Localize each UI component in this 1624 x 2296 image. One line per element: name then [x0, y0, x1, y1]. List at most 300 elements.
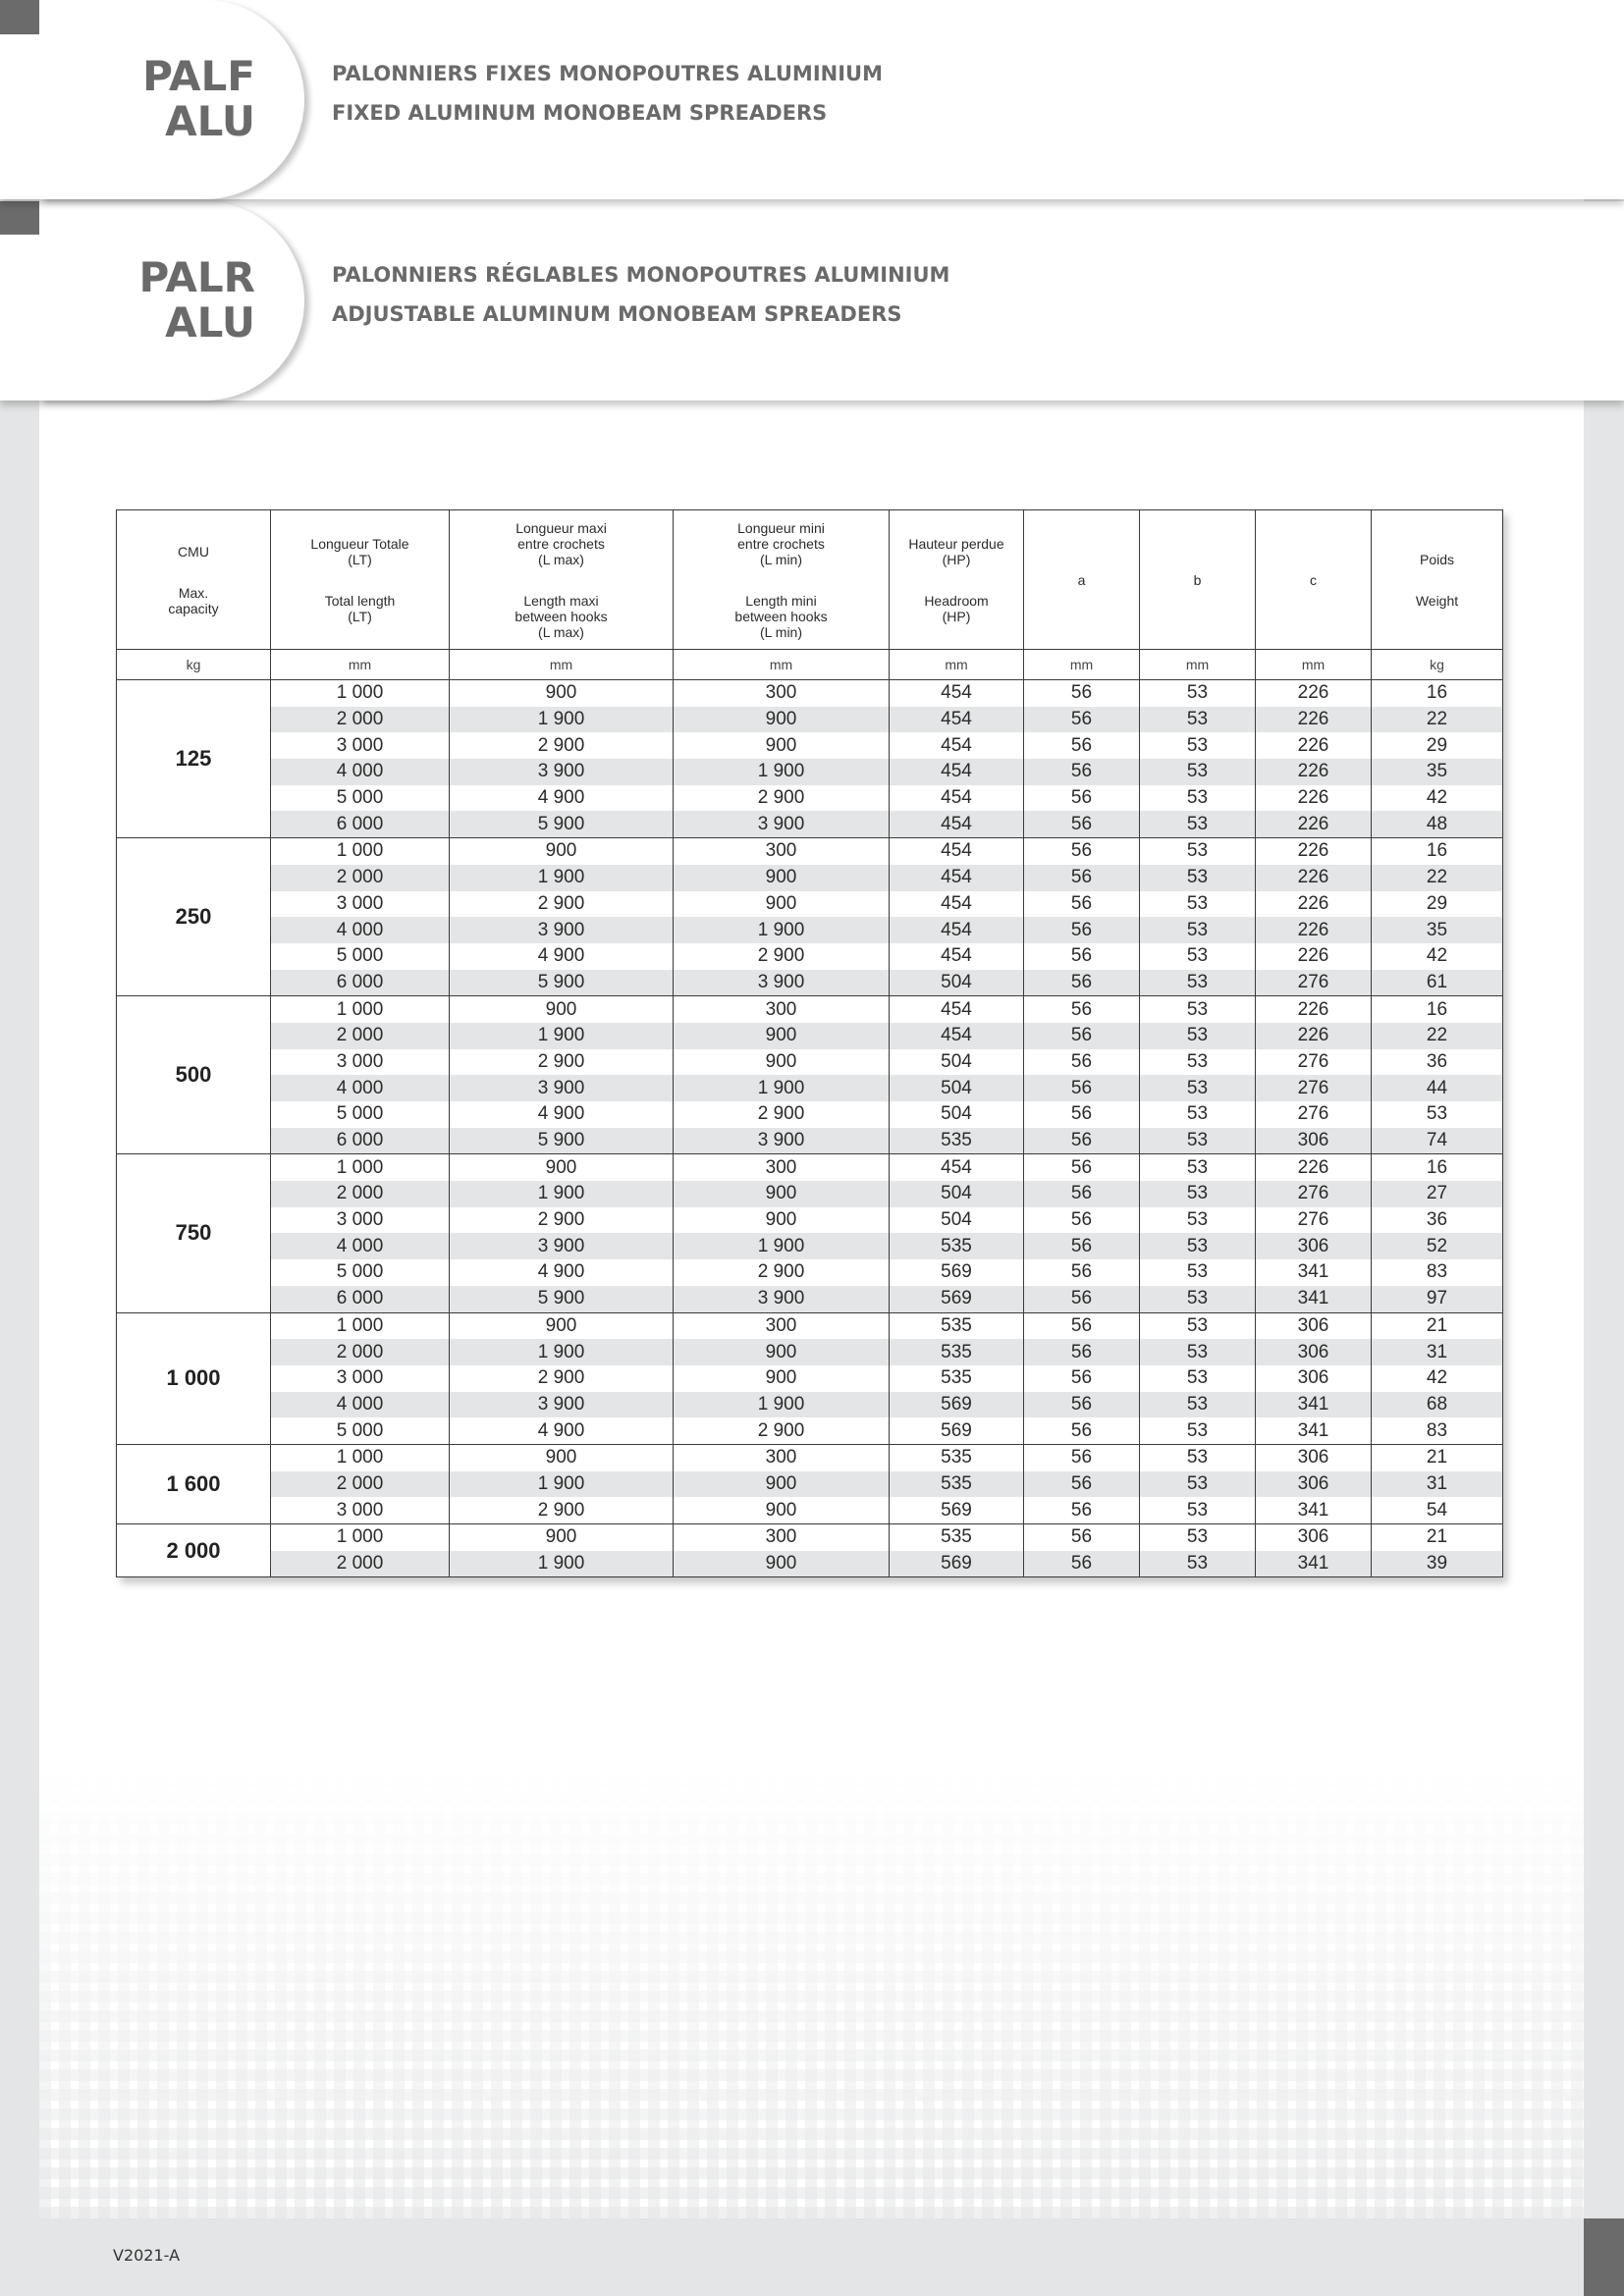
table-cell: 341 — [1256, 1497, 1372, 1523]
section-titles — [332, 54, 883, 133]
table-cell: 53 — [1140, 1286, 1256, 1312]
table-cell: 1 900 — [674, 1075, 890, 1101]
table-cell: 535 — [890, 1339, 1024, 1365]
units-row — [117, 650, 1503, 680]
table-row — [117, 1075, 1503, 1101]
table-cell: 5 000 — [271, 1101, 450, 1128]
table-cell: 53 — [1140, 1471, 1256, 1498]
unit-cell: kg — [1372, 650, 1503, 680]
table-cell: 4 900 — [450, 1101, 674, 1128]
table-cell: 276 — [1256, 1181, 1372, 1207]
table-cell: 276 — [1256, 1075, 1372, 1101]
table-cell: 53 — [1140, 1365, 1256, 1392]
table-cell: 16 — [1372, 1154, 1503, 1181]
table-cell: 83 — [1372, 1417, 1503, 1444]
table-cell: 53 — [1140, 943, 1256, 970]
table-cell: 341 — [1256, 1417, 1372, 1444]
table-cell: 2 000 — [271, 707, 450, 733]
unit-cell: mm — [674, 650, 890, 680]
table-cell: 900 — [674, 1471, 890, 1498]
table-cell: 16 — [1372, 838, 1503, 865]
table-row — [117, 1392, 1503, 1418]
unit-cell: mm — [450, 650, 674, 680]
table-cell: 56 — [1024, 1365, 1140, 1392]
table-cell: 3 900 — [450, 1075, 674, 1101]
table-cell: 83 — [1372, 1259, 1503, 1286]
table-cell: 56 — [1024, 785, 1140, 812]
table-cell: 454 — [890, 811, 1024, 837]
column-header-en: Headroom (HP) — [924, 592, 989, 624]
table-cell: 97 — [1372, 1286, 1503, 1312]
table-cell: 306 — [1256, 1312, 1372, 1339]
column-header — [271, 510, 450, 650]
table-cell: 226 — [1256, 943, 1372, 970]
table-cell: 454 — [890, 865, 1024, 891]
unit-cell: mm — [890, 650, 1024, 680]
product-code — [142, 54, 255, 144]
capacity-group — [117, 1312, 1503, 1444]
table-cell: 3 000 — [271, 1497, 450, 1523]
table-cell: 3 900 — [450, 759, 674, 785]
table-cell: 4 900 — [450, 1417, 674, 1444]
header-band-palr — [0, 201, 1624, 400]
table-cell: 226 — [1256, 759, 1372, 785]
table-cell: 900 — [450, 680, 674, 707]
column-header — [1372, 510, 1503, 650]
table-cell: 2 000 — [271, 1181, 450, 1207]
table-cell: 454 — [890, 759, 1024, 785]
table-cell: 53 — [1140, 732, 1256, 759]
table-cell: 535 — [890, 1312, 1024, 1339]
table-cell: 300 — [674, 1524, 890, 1551]
table-cell: 6 000 — [271, 1128, 450, 1154]
title-fr: PALONNIERS RÉGLABLES MONOPOUTRES ALUMINIUM — [332, 263, 950, 287]
table-cell: 341 — [1256, 1286, 1372, 1312]
unit-cell: mm — [1024, 650, 1140, 680]
table-cell: 56 — [1024, 759, 1140, 785]
table-cell: 300 — [674, 680, 890, 707]
cmu-cell: 750 — [117, 1154, 271, 1312]
column-header-fr: Longueur maxi entre crochets (L max) — [515, 519, 607, 567]
table-cell: 3 900 — [674, 970, 890, 996]
table-row — [117, 759, 1503, 785]
spec-table-container — [116, 509, 1502, 1577]
table-cell: 226 — [1256, 785, 1372, 812]
cmu-cell: 250 — [117, 838, 271, 996]
table-cell: 226 — [1256, 1023, 1372, 1049]
table-cell: 2 900 — [674, 943, 890, 970]
column-header-en: Weight — [1415, 592, 1459, 609]
table-cell: 1 900 — [674, 759, 890, 785]
table-row — [117, 1339, 1503, 1365]
table-cell: 504 — [890, 1075, 1024, 1101]
table-cell: 3 000 — [271, 1365, 450, 1392]
table-cell: 56 — [1024, 1075, 1140, 1101]
table-cell: 569 — [890, 1551, 1024, 1577]
cmu-cell: 2 000 — [117, 1524, 271, 1577]
table-row — [117, 1233, 1503, 1259]
table-cell: 900 — [674, 1551, 890, 1577]
cmu-cell: 125 — [117, 680, 271, 838]
table-cell: 1 000 — [271, 838, 450, 865]
table-cell: 306 — [1256, 1471, 1372, 1498]
table-cell: 56 — [1024, 917, 1140, 943]
table-cell: 900 — [450, 996, 674, 1023]
table-cell: 1 000 — [271, 1312, 450, 1339]
table-cell: 53 — [1140, 680, 1256, 707]
column-header-fr: Longueur Totale (LT) — [310, 535, 409, 567]
table-cell: 53 — [1140, 759, 1256, 785]
table-cell: 4 000 — [271, 917, 450, 943]
table-cell: 2 000 — [271, 1551, 450, 1577]
unit-cell: kg — [117, 650, 271, 680]
table-cell: 4 000 — [271, 1392, 450, 1418]
table-cell: 5 900 — [450, 1286, 674, 1312]
table-cell: 1 000 — [271, 1444, 450, 1470]
table-cell: 2 900 — [674, 1101, 890, 1128]
table-cell: 454 — [890, 1154, 1024, 1181]
table-cell: 3 000 — [271, 1207, 450, 1234]
table-row — [117, 1128, 1503, 1154]
table-cell: 1 900 — [674, 1233, 890, 1259]
product-code-disc — [39, 201, 304, 400]
capacity-group — [117, 1524, 1503, 1577]
table-cell: 226 — [1256, 865, 1372, 891]
table-cell: 2 900 — [450, 1049, 674, 1076]
table-cell: 53 — [1140, 785, 1256, 812]
table-cell: 53 — [1140, 811, 1256, 837]
table-cell: 535 — [890, 1444, 1024, 1470]
table-cell: 4 000 — [271, 1075, 450, 1101]
table-cell: 56 — [1024, 1497, 1140, 1523]
table-cell: 226 — [1256, 811, 1372, 837]
table-cell: 569 — [890, 1259, 1024, 1286]
table-cell: 569 — [890, 1286, 1024, 1312]
table-cell: 1 900 — [674, 1392, 890, 1418]
table-row — [117, 1154, 1503, 1181]
table-cell: 300 — [674, 1444, 890, 1470]
header-band-palf — [0, 0, 1624, 199]
table-cell: 1 000 — [271, 996, 450, 1023]
table-cell: 504 — [890, 1101, 1024, 1128]
product-code-line1: PALF — [142, 52, 255, 100]
column-header — [1140, 510, 1256, 650]
table-cell: 56 — [1024, 1101, 1140, 1128]
capacity-group — [117, 1154, 1503, 1312]
table-cell: 1 000 — [271, 1524, 450, 1551]
table-cell: 56 — [1024, 996, 1140, 1023]
table-row — [117, 996, 1503, 1023]
table-cell: 504 — [890, 1049, 1024, 1076]
table-cell: 569 — [890, 1392, 1024, 1418]
table-cell: 53 — [1140, 891, 1256, 918]
table-cell: 900 — [674, 1207, 890, 1234]
table-cell: 56 — [1024, 1444, 1140, 1470]
table-cell: 53 — [1140, 1207, 1256, 1234]
table-cell: 454 — [890, 785, 1024, 812]
table-cell: 29 — [1372, 732, 1503, 759]
tab-marker — [0, 0, 39, 34]
table-row — [117, 1444, 1503, 1470]
column-header-fr: Poids — [1419, 551, 1455, 567]
table-cell: 504 — [890, 1181, 1024, 1207]
table-cell: 900 — [674, 732, 890, 759]
table-cell: 56 — [1024, 1551, 1140, 1577]
table-cell: 306 — [1256, 1524, 1372, 1551]
table-cell: 900 — [674, 1181, 890, 1207]
table-row — [117, 943, 1503, 970]
table-cell: 53 — [1140, 1524, 1256, 1551]
table-cell: 454 — [890, 732, 1024, 759]
table-cell: 35 — [1372, 759, 1503, 785]
table-cell: 900 — [674, 865, 890, 891]
table-cell: 5 900 — [450, 811, 674, 837]
table-cell: 53 — [1140, 1551, 1256, 1577]
table-cell: 56 — [1024, 865, 1140, 891]
table-cell: 53 — [1140, 707, 1256, 733]
table-cell: 56 — [1024, 1339, 1140, 1365]
table-cell: 2 000 — [271, 1339, 450, 1365]
table-cell: 54 — [1372, 1497, 1503, 1523]
table-cell: 900 — [450, 1444, 674, 1470]
table-cell: 535 — [890, 1524, 1024, 1551]
table-cell: 6 000 — [271, 811, 450, 837]
table-cell: 22 — [1372, 865, 1503, 891]
product-code-disc — [39, 0, 304, 199]
table-row — [117, 838, 1503, 865]
table-cell: 900 — [674, 1339, 890, 1365]
table-cell: 306 — [1256, 1444, 1372, 1470]
table-row — [117, 680, 1503, 707]
table-cell: 535 — [890, 1128, 1024, 1154]
table-cell: 74 — [1372, 1128, 1503, 1154]
table-cell: 3 000 — [271, 891, 450, 918]
table-cell: 300 — [674, 1154, 890, 1181]
table-cell: 3 900 — [450, 1233, 674, 1259]
table-cell: 56 — [1024, 732, 1140, 759]
title-fr: PALONNIERS FIXES MONOPOUTRES ALUMINIUM — [332, 62, 883, 85]
table-cell: 4 900 — [450, 943, 674, 970]
table-row — [117, 785, 1503, 812]
table-cell: 56 — [1024, 1128, 1140, 1154]
table-row — [117, 1471, 1503, 1498]
table-cell: 341 — [1256, 1259, 1372, 1286]
table-cell: 900 — [674, 707, 890, 733]
table-row — [117, 917, 1503, 943]
title-en: ADJUSTABLE ALUMINUM MONOBEAM SPREADERS — [332, 302, 902, 326]
column-header-label: a — [1077, 571, 1086, 588]
table-cell: 35 — [1372, 917, 1503, 943]
table-cell: 306 — [1256, 1365, 1372, 1392]
table-row — [117, 1023, 1503, 1049]
table-cell: 504 — [890, 970, 1024, 996]
table-cell: 1 000 — [271, 680, 450, 707]
table-row — [117, 707, 1503, 733]
table-cell: 454 — [890, 1023, 1024, 1049]
table-cell: 300 — [674, 1312, 890, 1339]
unit-cell: mm — [1140, 650, 1256, 680]
table-cell: 900 — [674, 891, 890, 918]
section-titles — [332, 255, 949, 334]
table-cell: 300 — [674, 838, 890, 865]
table-cell: 56 — [1024, 1154, 1140, 1181]
table-cell: 454 — [890, 680, 1024, 707]
capacity-group — [117, 680, 1503, 838]
table-cell: 52 — [1372, 1233, 1503, 1259]
column-header-fr: Longueur mini entre crochets (L min) — [737, 519, 825, 567]
table-cell: 22 — [1372, 707, 1503, 733]
product-code — [138, 255, 255, 346]
table-cell: 900 — [450, 838, 674, 865]
table-cell: 53 — [1140, 865, 1256, 891]
table-cell: 226 — [1256, 917, 1372, 943]
table-cell: 56 — [1024, 1233, 1140, 1259]
table-cell: 56 — [1024, 1286, 1140, 1312]
table-cell: 226 — [1256, 732, 1372, 759]
table-cell: 56 — [1024, 1049, 1140, 1076]
table-cell: 22 — [1372, 1023, 1503, 1049]
table-cell: 226 — [1256, 891, 1372, 918]
column-header-en: Length maxi between hooks (L max) — [514, 592, 608, 640]
table-cell: 16 — [1372, 680, 1503, 707]
table-cell: 341 — [1256, 1392, 1372, 1418]
table-cell: 53 — [1140, 970, 1256, 996]
column-header — [117, 510, 271, 650]
table-cell: 53 — [1372, 1101, 1503, 1128]
table-cell: 56 — [1024, 891, 1140, 918]
table-row — [117, 732, 1503, 759]
table-cell: 53 — [1140, 838, 1256, 865]
table-cell: 454 — [890, 996, 1024, 1023]
table-cell: 53 — [1140, 1233, 1256, 1259]
table-cell: 68 — [1372, 1392, 1503, 1418]
column-header-label: c — [1310, 571, 1317, 588]
table-row — [117, 1181, 1503, 1207]
column-header — [890, 510, 1024, 650]
column-header-en: Max. capacity — [168, 584, 219, 616]
table-cell: 53 — [1140, 917, 1256, 943]
table-cell: 900 — [450, 1524, 674, 1551]
table-cell: 2 900 — [450, 1497, 674, 1523]
column-header-en: Length mini between hooks (L min) — [734, 592, 828, 640]
table-cell: 5 000 — [271, 1417, 450, 1444]
table-cell: 6 000 — [271, 970, 450, 996]
table-cell: 306 — [1256, 1128, 1372, 1154]
table-cell: 2 900 — [450, 1365, 674, 1392]
table-cell: 56 — [1024, 680, 1140, 707]
table-cell: 6 000 — [271, 1286, 450, 1312]
table-cell: 535 — [890, 1365, 1024, 1392]
table-cell: 535 — [890, 1233, 1024, 1259]
table-cell: 3 000 — [271, 1049, 450, 1076]
table-cell: 5 000 — [271, 1259, 450, 1286]
table-row — [117, 1365, 1503, 1392]
table-cell: 1 900 — [450, 1339, 674, 1365]
table-cell: 53 — [1140, 1259, 1256, 1286]
table-cell: 2 900 — [450, 891, 674, 918]
table-cell: 1 900 — [450, 865, 674, 891]
table-cell: 53 — [1140, 1023, 1256, 1049]
table-cell: 56 — [1024, 1207, 1140, 1234]
table-cell: 61 — [1372, 970, 1503, 996]
table-cell: 3 900 — [450, 1392, 674, 1418]
table-cell: 53 — [1140, 1075, 1256, 1101]
table-cell: 2 900 — [674, 1417, 890, 1444]
table-cell: 48 — [1372, 811, 1503, 837]
table-cell: 56 — [1024, 838, 1140, 865]
cmu-cell: 1 000 — [117, 1312, 271, 1444]
table-cell: 1 900 — [450, 1023, 674, 1049]
table-cell: 1 900 — [450, 707, 674, 733]
column-header-label: b — [1193, 571, 1202, 588]
table-cell: 5 000 — [271, 785, 450, 812]
table-cell: 276 — [1256, 970, 1372, 996]
table-cell: 29 — [1372, 891, 1503, 918]
table-cell: 4 000 — [271, 759, 450, 785]
table-cell: 53 — [1140, 1497, 1256, 1523]
product-code-line1: PALR — [138, 253, 255, 301]
table-cell: 2 000 — [271, 865, 450, 891]
footer-marker — [1584, 2218, 1624, 2296]
table-cell: 226 — [1256, 707, 1372, 733]
table-cell: 56 — [1024, 1023, 1140, 1049]
table-cell: 454 — [890, 838, 1024, 865]
table-cell: 2 000 — [271, 1023, 450, 1049]
table-cell: 306 — [1256, 1233, 1372, 1259]
spec-table — [116, 509, 1503, 1577]
table-cell: 2 900 — [450, 1207, 674, 1234]
table-cell: 56 — [1024, 943, 1140, 970]
table-cell: 306 — [1256, 1339, 1372, 1365]
capacity-group — [117, 1444, 1503, 1523]
column-header-fr: Hauteur perdue (HP) — [908, 535, 1004, 567]
table-cell: 56 — [1024, 811, 1140, 837]
table-cell: 2 000 — [271, 1471, 450, 1498]
table-cell: 1 000 — [271, 1154, 450, 1181]
table-cell: 900 — [674, 1497, 890, 1523]
table-row — [117, 865, 1503, 891]
table-cell: 36 — [1372, 1049, 1503, 1076]
table-row — [117, 970, 1503, 996]
capacity-group — [117, 996, 1503, 1154]
title-en: FIXED ALUMINUM MONOBEAM SPREADERS — [332, 101, 828, 125]
table-cell: 31 — [1372, 1471, 1503, 1498]
column-header-fr: CMU — [178, 543, 209, 560]
table-cell: 21 — [1372, 1444, 1503, 1470]
table-cell: 53 — [1140, 1128, 1256, 1154]
table-cell: 27 — [1372, 1181, 1503, 1207]
table-cell: 3 900 — [674, 1286, 890, 1312]
table-cell: 53 — [1140, 1417, 1256, 1444]
cmu-cell: 500 — [117, 996, 271, 1154]
table-cell: 56 — [1024, 970, 1140, 996]
table-cell: 53 — [1140, 1444, 1256, 1470]
table-cell: 56 — [1024, 1471, 1140, 1498]
table-cell: 4 000 — [271, 1233, 450, 1259]
tab-marker — [0, 201, 39, 235]
column-header — [674, 510, 890, 650]
table-cell: 300 — [674, 996, 890, 1023]
table-cell: 454 — [890, 707, 1024, 733]
table-cell: 276 — [1256, 1101, 1372, 1128]
unit-cell: mm — [1256, 650, 1372, 680]
column-header — [1024, 510, 1140, 650]
table-cell: 1 900 — [674, 917, 890, 943]
table-cell: 569 — [890, 1497, 1024, 1523]
table-cell: 226 — [1256, 996, 1372, 1023]
table-cell: 39 — [1372, 1551, 1503, 1577]
table-cell: 21 — [1372, 1312, 1503, 1339]
